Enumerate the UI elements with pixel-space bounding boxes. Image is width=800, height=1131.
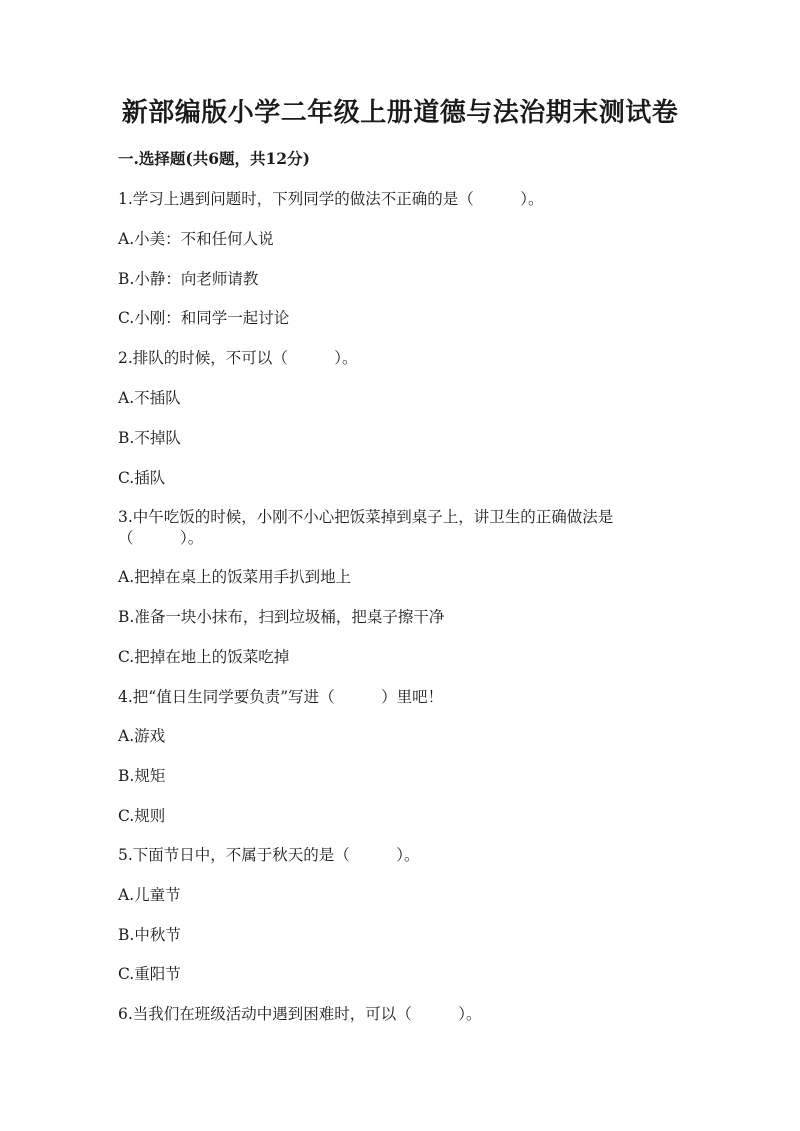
question-6: 6.当我们在班级活动中遇到困难时，可以（ ）。 xyxy=(118,1005,482,1023)
option-3b: B.准备一块小抹布，扫到垃圾桶，把桌子擦干净 xyxy=(118,608,445,626)
option-1a: A.小美：不和任何人说 xyxy=(118,230,274,248)
option-2c: C.插队 xyxy=(118,469,166,487)
question-3-continued: （ ）。 xyxy=(118,529,204,547)
option-2b: B.不掉队 xyxy=(118,429,181,447)
option-5c: C.重阳节 xyxy=(118,965,181,983)
option-1b: B.小静：向老师请教 xyxy=(118,270,259,288)
option-5b: B.中秋节 xyxy=(118,926,181,944)
option-5a: A.儿童节 xyxy=(118,886,181,904)
question-5: 5.下面节日中，不属于秋天的是（ ）。 xyxy=(118,846,420,864)
section-heading: 一.选择题(共6题，共12分) xyxy=(118,149,310,168)
question-3: 3.中午吃饭的时候，小刚不小心把饭菜掉到桌子上，讲卫生的正确做法是 xyxy=(118,508,614,526)
option-4b: B.规矩 xyxy=(118,767,166,785)
question-1: 1.学习上遇到问题时，下列同学的做法不正确的是（ ）。 xyxy=(118,190,544,208)
option-4c: C.规则 xyxy=(118,807,166,825)
page-title: 新部编版小学二年级上册道德与法治期末测试卷 xyxy=(121,98,679,128)
option-1c: C.小刚：和同学一起讨论 xyxy=(118,309,290,327)
option-3c: C.把掉在地上的饭菜吃掉 xyxy=(118,648,290,666)
option-3a: A.把掉在桌上的饭菜用手扒到地上 xyxy=(118,568,352,586)
question-4: 4.把“值日生同学要负责”写进（ ）里吧！ xyxy=(118,688,444,706)
option-4a: A.游戏 xyxy=(118,727,166,745)
option-2a: A.不插队 xyxy=(118,389,181,407)
question-2: 2.排队的时候，不可以（ ）。 xyxy=(118,349,358,367)
